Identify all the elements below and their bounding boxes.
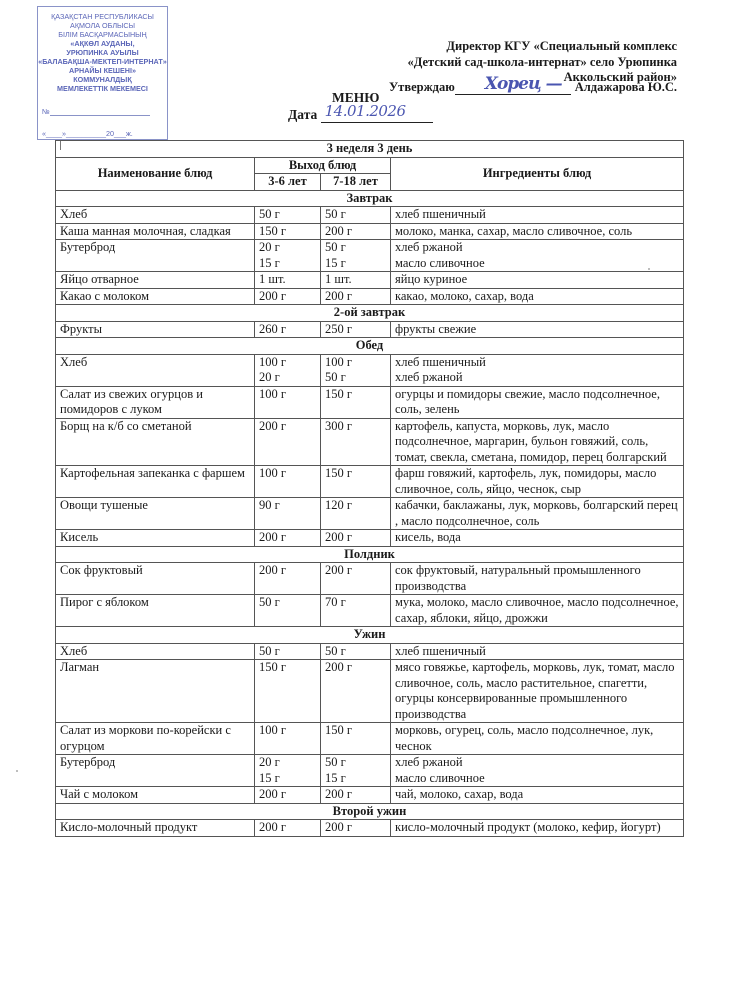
approve-label: Утверждаю bbox=[389, 80, 455, 94]
portion-3-6: 1 шт. bbox=[259, 272, 286, 286]
portion-3-6-cell bbox=[255, 223, 321, 240]
dish-name: Лагман bbox=[56, 660, 255, 723]
stamp-line: УРЮПИНКА АУЫЛЫ bbox=[66, 48, 139, 57]
table-row bbox=[56, 354, 684, 386]
section-row bbox=[56, 546, 684, 563]
ingredients: мясо говяжье, картофель, морковь, лук, томат, масло сливочное, соль, масло растительное, спагетти, огурцы консервированные промышленного производства bbox=[395, 660, 675, 721]
portion-3-6-cell bbox=[255, 207, 321, 224]
portion-3-6-cell bbox=[255, 787, 321, 804]
portion-7-18: 200 г bbox=[325, 288, 353, 303]
ingredients-cell bbox=[391, 787, 684, 804]
dish-name: Кисло-молочный продукт bbox=[56, 820, 255, 837]
portion-3-6: 200 г bbox=[259, 563, 287, 577]
portion-3-6: 100 г bbox=[259, 723, 287, 737]
scan-speck bbox=[16, 770, 18, 772]
stamp-number-field bbox=[42, 107, 162, 116]
portion-3-6-cell bbox=[255, 820, 321, 837]
ingredients-cell bbox=[391, 223, 684, 240]
signature-line bbox=[455, 74, 571, 95]
portion-7-18: 200 г bbox=[325, 530, 353, 544]
table-row bbox=[56, 240, 684, 272]
ingredients-cell bbox=[391, 288, 684, 305]
ingredients: хлеб ржаной bbox=[395, 370, 463, 384]
table-caption: 3 неделя 3 день bbox=[56, 141, 684, 158]
ingredients: сок фруктовый, натуральный промышленного производства bbox=[395, 563, 641, 593]
portion-3-6: 20 г bbox=[259, 370, 280, 384]
portion-7-18-cell bbox=[321, 466, 391, 498]
ingredients: хлеб пшеничный bbox=[395, 643, 486, 658]
dish-name: Бутерброд bbox=[56, 240, 255, 272]
ingredients: чай, молоко, сахар, вода bbox=[395, 787, 524, 801]
ingredients-cell bbox=[391, 755, 684, 787]
dish-name: Кисель bbox=[56, 530, 255, 547]
stamp-line: КОММУНАЛДЫҚ bbox=[73, 75, 132, 84]
ingredients-cell bbox=[391, 643, 684, 660]
portion-7-18-cell bbox=[321, 386, 391, 418]
dish-name: Чай с молоком bbox=[56, 787, 255, 804]
portion-3-6: 90 г bbox=[259, 498, 280, 512]
portion-3-6-cell bbox=[255, 418, 321, 466]
portion-7-18: 50 г bbox=[325, 207, 346, 221]
table-row bbox=[56, 418, 684, 466]
table-row bbox=[56, 660, 684, 723]
section-row bbox=[56, 338, 684, 355]
stamp-line: АҚМОЛА ОБЛЫСЫ bbox=[70, 21, 135, 30]
header-dish: Наименование блюд bbox=[56, 157, 255, 190]
dish-name: Фрукты bbox=[56, 321, 255, 338]
stamp-line: АРНАЙЫ КЕШЕНІ» bbox=[69, 66, 136, 75]
portion-7-18: 200 г bbox=[325, 787, 353, 801]
ingredients: масло сливочное bbox=[395, 770, 485, 785]
portion-3-6: 50 г bbox=[259, 595, 280, 609]
ingredients-cell bbox=[391, 530, 684, 547]
section-title: Полдник bbox=[56, 546, 684, 563]
portion-3-6-cell bbox=[255, 530, 321, 547]
portion-7-18: 15 г bbox=[325, 770, 346, 785]
portion-3-6: 260 г bbox=[259, 321, 287, 336]
table-row bbox=[56, 466, 684, 498]
stamp-line: МЕМЛЕКЕТТІК МЕКЕМЕСІ bbox=[57, 84, 148, 93]
table-row bbox=[56, 386, 684, 418]
portion-3-6: 200 г bbox=[259, 820, 287, 834]
portion-7-18-cell bbox=[321, 820, 391, 837]
portion-3-6-cell bbox=[255, 563, 321, 595]
ingredients: фарш говяжий, картофель, лук, помидоры, масло сливочное, соль, яйцо, чеснок, сыр bbox=[395, 466, 657, 496]
portion-3-6-cell bbox=[255, 321, 321, 338]
approval-line: Директор КГУ «Специальный комплекс bbox=[446, 39, 677, 53]
portion-3-6-cell bbox=[255, 240, 321, 272]
portion-7-18: 50 г bbox=[325, 755, 346, 769]
portion-7-18: 150 г bbox=[325, 466, 353, 480]
ingredients: какао, молоко, сахар, вода bbox=[395, 288, 534, 303]
portion-7-18-cell bbox=[321, 418, 391, 466]
ingredients: морковь, огурец, соль, масло подсолнечное, лук, чеснок bbox=[395, 723, 654, 753]
ingredients: огурцы и помидоры свежие, масло подсолнечное, соль, зелень bbox=[395, 386, 660, 416]
dish-name: Яйцо отварное bbox=[56, 272, 255, 289]
ingredients-cell bbox=[391, 820, 684, 837]
approval-line: Аккольский район» bbox=[563, 70, 677, 84]
portion-7-18: 50 г bbox=[325, 240, 346, 254]
portion-7-18-cell bbox=[321, 595, 391, 627]
portion-3-6-cell bbox=[255, 723, 321, 755]
ingredients-cell bbox=[391, 595, 684, 627]
portion-7-18-cell bbox=[321, 240, 391, 272]
stamp-date-field: «____»__________20___ж. bbox=[42, 129, 133, 138]
section-title: Второй ужин bbox=[56, 803, 684, 820]
portion-7-18-cell bbox=[321, 660, 391, 723]
portion-7-18-cell bbox=[321, 755, 391, 787]
portion-3-6: 50 г bbox=[259, 207, 280, 221]
header-ingredients: Ингредиенты блюд bbox=[391, 157, 684, 190]
approval-line: «Детский сад-школа-интернат» село Урюпинка bbox=[407, 54, 677, 69]
portion-3-6-cell bbox=[255, 354, 321, 386]
portion-3-6: 20 г bbox=[259, 240, 280, 254]
table-row bbox=[56, 288, 684, 305]
portion-7-18: 250 г bbox=[325, 321, 353, 336]
portion-3-6-cell bbox=[255, 272, 321, 289]
portion-3-6: 200 г bbox=[259, 530, 287, 544]
dish-name: Овощи тушеные bbox=[56, 498, 255, 530]
ingredients: кисло-молочный продукт (молоко, кефир, йогурт) bbox=[395, 820, 661, 834]
dish-name: Хлеб bbox=[56, 354, 255, 386]
handwritten-signature: Хорец — bbox=[484, 74, 562, 94]
stamp-line: «АҚКӨЛ АУДАНЫ, bbox=[70, 39, 135, 48]
portion-7-18: 70 г bbox=[325, 595, 346, 609]
menu-body bbox=[56, 190, 684, 836]
ingredients: хлеб пшеничный bbox=[395, 207, 486, 221]
section-row bbox=[56, 190, 684, 207]
ingredients-cell bbox=[391, 354, 684, 386]
portion-3-6: 200 г bbox=[259, 787, 287, 801]
date-row bbox=[288, 102, 433, 123]
section-title: 2-ой завтрак bbox=[56, 305, 684, 322]
ingredients: яйцо куриное bbox=[395, 272, 468, 286]
portion-3-6: 50 г bbox=[259, 643, 280, 658]
ingredients: мука, молоко, масло сливочное, масло подсолнечное, сахар, яблоки, яйцо, дрожжи bbox=[395, 595, 679, 625]
signer-name: Алдажарова Ю.С. bbox=[574, 80, 678, 94]
page-title: МЕНЮ bbox=[332, 90, 380, 105]
portion-7-18: 50 г bbox=[325, 643, 346, 658]
table-row bbox=[56, 498, 684, 530]
ingredients-cell bbox=[391, 272, 684, 289]
portion-3-6-cell bbox=[255, 498, 321, 530]
ingredients: масло сливочное bbox=[395, 255, 485, 270]
table-row bbox=[56, 643, 684, 660]
header-age-7-18: 7-18 лет bbox=[321, 174, 391, 191]
ingredients-cell bbox=[391, 723, 684, 755]
ingredients: хлеб ржаной bbox=[395, 755, 463, 769]
portion-3-6-cell bbox=[255, 643, 321, 660]
portion-7-18: 200 г bbox=[325, 820, 353, 834]
portion-7-18: 15 г bbox=[325, 255, 346, 270]
section-row bbox=[56, 627, 684, 644]
menu-table bbox=[55, 140, 684, 837]
portion-3-6: 150 г bbox=[259, 223, 287, 238]
dish-name: Борщ на к/б со сметаной bbox=[56, 418, 255, 466]
section-row bbox=[56, 305, 684, 322]
section-row bbox=[56, 803, 684, 820]
dish-name: Хлеб bbox=[56, 643, 255, 660]
portion-3-6: 100 г bbox=[259, 386, 287, 401]
ingredients: фрукты свежие bbox=[395, 321, 477, 336]
table-row bbox=[56, 223, 684, 240]
portion-7-18: 50 г bbox=[325, 370, 346, 384]
portion-3-6: 20 г bbox=[259, 755, 280, 769]
portion-3-6: 15 г bbox=[259, 255, 280, 270]
stamp-line: ҚАЗАҚСТАН РЕСПУБЛИКАСЫ bbox=[51, 12, 154, 21]
portion-7-18-cell bbox=[321, 723, 391, 755]
portion-7-18: 150 г bbox=[325, 723, 353, 737]
ingredients-cell bbox=[391, 418, 684, 466]
stamp-line: БІЛІМ БАСҚАРМАСЫНЫҢ bbox=[58, 30, 147, 39]
dish-name: Бутерброд bbox=[56, 755, 255, 787]
portion-3-6: 100 г bbox=[259, 354, 287, 369]
date-label: Дата bbox=[288, 107, 318, 122]
stamp-number-label: № bbox=[42, 107, 50, 116]
portion-7-18-cell bbox=[321, 530, 391, 547]
ingredients-cell bbox=[391, 466, 684, 498]
portion-3-6: 15 г bbox=[259, 770, 280, 785]
portion-3-6: 150 г bbox=[259, 660, 287, 674]
portion-7-18-cell bbox=[321, 223, 391, 240]
portion-3-6: 100 г bbox=[259, 466, 287, 480]
table-row bbox=[56, 207, 684, 224]
dish-name: Какао с молоком bbox=[56, 288, 255, 305]
dish-name: Сок фруктовый bbox=[56, 563, 255, 595]
table-row bbox=[56, 272, 684, 289]
portion-7-18: 300 г bbox=[325, 418, 353, 433]
ingredients-cell bbox=[391, 386, 684, 418]
ingredients-cell bbox=[391, 563, 684, 595]
portion-3-6: 200 г bbox=[259, 288, 287, 303]
table-row bbox=[56, 321, 684, 338]
date-line bbox=[321, 102, 433, 123]
ingredients: хлеб пшеничный bbox=[395, 354, 486, 369]
portion-7-18-cell bbox=[321, 321, 391, 338]
dish-name: Хлеб bbox=[56, 207, 255, 224]
table-row bbox=[56, 595, 684, 627]
section-title: Обед bbox=[56, 338, 684, 355]
scan-speck bbox=[648, 268, 650, 270]
portion-7-18-cell bbox=[321, 354, 391, 386]
ingredients-cell bbox=[391, 207, 684, 224]
portion-3-6-cell bbox=[255, 466, 321, 498]
ingredients: кисель, вода bbox=[395, 530, 461, 544]
dish-name: Пирог с яблоком bbox=[56, 595, 255, 627]
header-output: Выход блюд bbox=[255, 157, 391, 174]
table-row bbox=[56, 723, 684, 755]
portion-7-18-cell bbox=[321, 207, 391, 224]
table-row bbox=[56, 820, 684, 837]
dish-name: Каша манная молочная, сладкая bbox=[56, 223, 255, 240]
table-row bbox=[56, 530, 684, 547]
ingredients: хлеб ржаной bbox=[395, 240, 463, 254]
table-row bbox=[56, 787, 684, 804]
stamp-line: «БАЛАБАҚША-МЕКТЕП-ИНТЕРНАТ» bbox=[38, 57, 167, 66]
portion-7-18-cell bbox=[321, 498, 391, 530]
ingredients: картофель, капуста, морковь, лук, масло подсолнечное, маргарин, бульон говяжий, соль, томат, свекла, сметана, помидор, перец болгарский bbox=[395, 418, 667, 464]
ingredients-cell bbox=[391, 498, 684, 530]
table-row bbox=[56, 563, 684, 595]
portion-7-18-cell bbox=[321, 272, 391, 289]
header-age-3-6: 3-6 лет bbox=[255, 174, 321, 191]
section-title: Завтрак bbox=[56, 190, 684, 207]
dish-name: Салат из свежих огурцов и помидоров с луком bbox=[56, 386, 255, 418]
portion-7-18: 1 шт. bbox=[325, 272, 352, 286]
portion-7-18: 100 г bbox=[325, 354, 353, 369]
portion-7-18: 200 г bbox=[325, 563, 353, 577]
portion-7-18-cell bbox=[321, 643, 391, 660]
official-stamp bbox=[37, 6, 168, 140]
portion-7-18: 200 г bbox=[325, 660, 353, 674]
portion-3-6-cell bbox=[255, 386, 321, 418]
section-title: Ужин bbox=[56, 627, 684, 644]
ingredients-cell bbox=[391, 240, 684, 272]
stamp-number-line bbox=[50, 115, 150, 116]
portion-3-6-cell bbox=[255, 288, 321, 305]
dish-name: Картофельная запеканка с фаршем bbox=[56, 466, 255, 498]
portion-3-6-cell bbox=[255, 660, 321, 723]
ingredients-cell bbox=[391, 321, 684, 338]
portion-3-6-cell bbox=[255, 755, 321, 787]
portion-7-18-cell bbox=[321, 563, 391, 595]
portion-3-6: 200 г bbox=[259, 418, 287, 433]
handwritten-date: 14.01.2026 bbox=[324, 102, 406, 120]
ingredients: кабачки, баклажаны, лук, морковь, болгарский перец , масло подсолнечное, соль bbox=[395, 498, 678, 528]
portion-7-18-cell bbox=[321, 288, 391, 305]
ingredients: молоко, манка, сахар, масло сливочное, соль bbox=[395, 223, 633, 238]
ingredients-cell bbox=[391, 660, 684, 723]
portion-7-18-cell bbox=[321, 787, 391, 804]
dish-name: Салат из моркови по-корейски с огурцом bbox=[56, 723, 255, 755]
portion-7-18: 120 г bbox=[325, 498, 353, 512]
portion-3-6-cell bbox=[255, 595, 321, 627]
portion-7-18: 150 г bbox=[325, 386, 353, 401]
portion-7-18: 200 г bbox=[325, 223, 353, 238]
table-row bbox=[56, 755, 684, 787]
